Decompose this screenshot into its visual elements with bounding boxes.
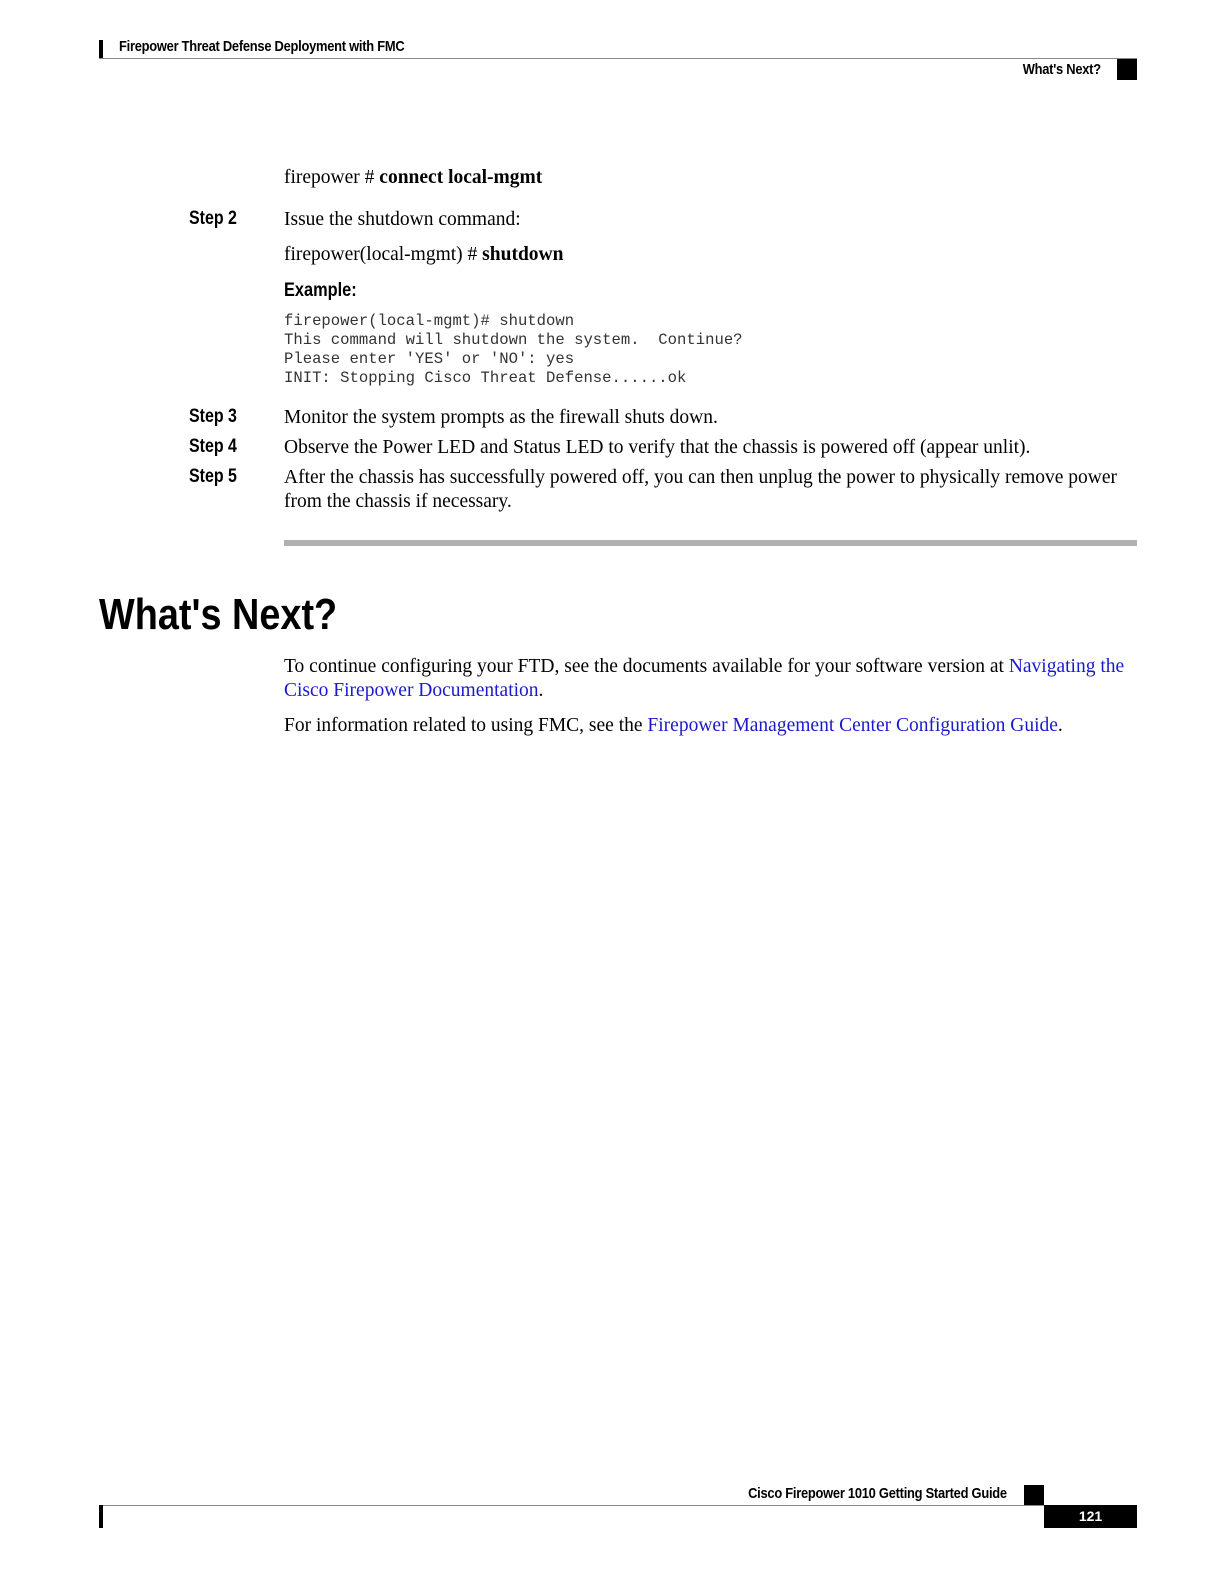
header-doc-title: Firepower Threat Defense Deployment with FMC (119, 38, 405, 55)
step4-text: Observe the Power LED and Status LED to verify that the chassis is powered off (appear unlit). (284, 437, 1031, 458)
footer-guide-title: Cisco Firepower 1010 Getting Started Guide (748, 1485, 1007, 1502)
header-left-bar (99, 40, 103, 58)
code-line: INIT: Stopping Cisco Threat Defense......ok (284, 369, 687, 387)
code-line: firepower(local-mgmt)# shutdown (284, 312, 575, 330)
navigating-docs-link[interactable]: Navigating the (1008, 656, 1125, 677)
step2-label: Step 2 (189, 208, 237, 229)
step2-text: Issue the shutdown command: (284, 209, 521, 230)
code-line: Please enter 'YES' or 'NO': yes (284, 350, 575, 368)
step2-command-line (284, 243, 563, 267)
navigating-docs-link-cont[interactable]: Cisco Firepower Documentation (284, 680, 539, 701)
step5-text-line1: After the chassis has successfully powered off, you can then unplug the power to physically remove power (284, 467, 1118, 488)
step2-command: shutdown (482, 244, 564, 265)
para2-end: . (1057, 715, 1063, 736)
para2-text: For information related to using FMC, see the (284, 715, 648, 736)
procedure-end-rule (284, 540, 1137, 546)
step3-text: Monitor the system prompts as the firewall shuts down. (284, 407, 718, 428)
whats-next-para1-line1 (284, 655, 1124, 679)
step4-label: Step 4 (189, 436, 237, 457)
step1-prompt: firepower # (284, 167, 380, 188)
code-line: This command will shutdown the system. Continue? (284, 331, 743, 349)
step5-label: Step 5 (189, 466, 237, 487)
step5-text-line2: from the chassis if necessary. (284, 491, 512, 512)
example-code-block (284, 312, 743, 388)
para1-end: . (538, 680, 544, 701)
section-heading: What's Next? (99, 590, 338, 639)
page-number: 121 (1044, 1505, 1137, 1528)
header-rule (99, 58, 1137, 59)
para1-text: To continue configuring your FTD, see the documents available for your software version at (284, 656, 1009, 677)
whats-next-para1-line2 (284, 679, 543, 703)
step3-label: Step 3 (189, 406, 237, 427)
header-section-title: What's Next? (1022, 61, 1101, 78)
example-label: Example: (284, 280, 357, 301)
whats-next-para2 (284, 714, 1063, 738)
step2-prompt: firepower(local-mgmt) # (284, 244, 483, 265)
footer-marker (1024, 1485, 1044, 1505)
footer-rule (99, 1505, 1137, 1506)
step1-command: connect local-mgmt (379, 167, 543, 188)
header-section-marker (1117, 59, 1137, 80)
footer-left-bar (99, 1505, 103, 1528)
fmc-config-guide-link[interactable]: Firepower Management Center Configuration Guide (647, 715, 1058, 736)
step1-command-line (284, 166, 542, 190)
